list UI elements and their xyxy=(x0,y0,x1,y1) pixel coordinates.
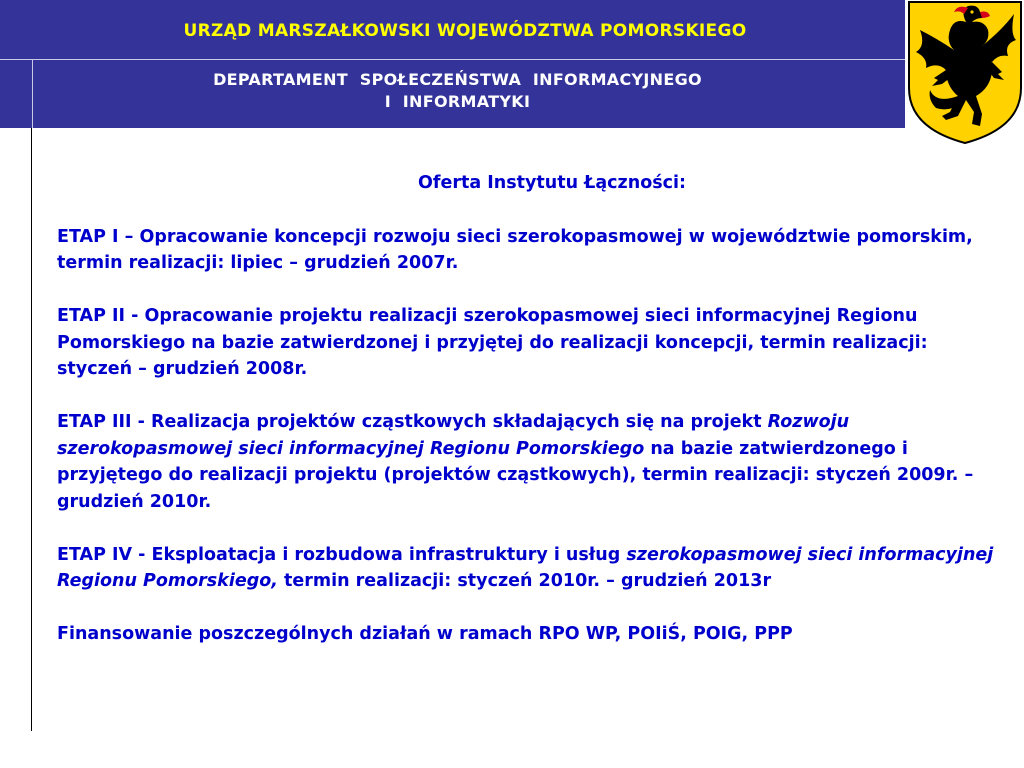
etap-3-details: na bazie zatwierdzonego i przyjętego do realizacji projektu (projektów cząstkowych), termin realizacji: styczeń 2009r. – grudzień 2010r. xyxy=(57,438,974,512)
organization-title: URZĄD MARSZAŁKOWSKI WOJEWÓDZTWA POMORSKIEGO xyxy=(183,21,747,41)
etap-4-network-name: szerokopasmowej sieci informacyjnej Regionu Pomorskiego, xyxy=(57,544,994,591)
etap-2-paragraph: ETAP II - Opracowanie projektu realizacji szerokopasmowej sieci informacyjnej Regionu Pomorskiego na bazie zatwierdzonej i przyjętej do realizacji koncepcji, termin realizacji: styczeń – grudzień 2008r. xyxy=(57,306,928,379)
department-title xyxy=(0,69,915,113)
etap-4-details: termin realizacji: styczeń 2010r. – grudzień 2013r xyxy=(277,571,772,591)
main-content xyxy=(57,170,1007,674)
department-title-line-2: I INFORMATYKI xyxy=(384,92,531,111)
pomeranian-griffin-coat-of-arms-icon xyxy=(906,0,1024,145)
etap-4-intro: ETAP IV - Eksploatacja i rozbudowa infrastruktury i usług xyxy=(57,544,627,565)
header-divider-horizontal xyxy=(0,59,905,60)
etap-3-project-name: Rozwoju szerokopasmowej sieci informacyjnej Regionu Pomorskiego xyxy=(57,412,850,459)
department-title-line-1: DEPARTAMENT SPOŁECZEŃSTWA INFORMACYJNEGO xyxy=(213,70,702,89)
etap-3-paragraph xyxy=(57,409,1007,515)
offer-title: Oferta Instytutu Łączności: xyxy=(417,173,687,193)
etap-4-paragraph xyxy=(57,542,1007,595)
etap-3-intro: ETAP III - Realizacja projektów cząstkowych składających się na projekt xyxy=(57,412,768,432)
financing-paragraph: Finansowanie poszczególnych działań w ramach RPO WP, POIiŚ, POIG, PPP xyxy=(57,624,793,644)
etap-1-paragraph: ETAP I – Opracowanie koncepcji rozwoju sieci szerokopasmowej w województwie pomorskim, termin realizacji: lipiec – grudzień 2007r. xyxy=(57,226,973,273)
left-margin-rule xyxy=(31,128,32,731)
